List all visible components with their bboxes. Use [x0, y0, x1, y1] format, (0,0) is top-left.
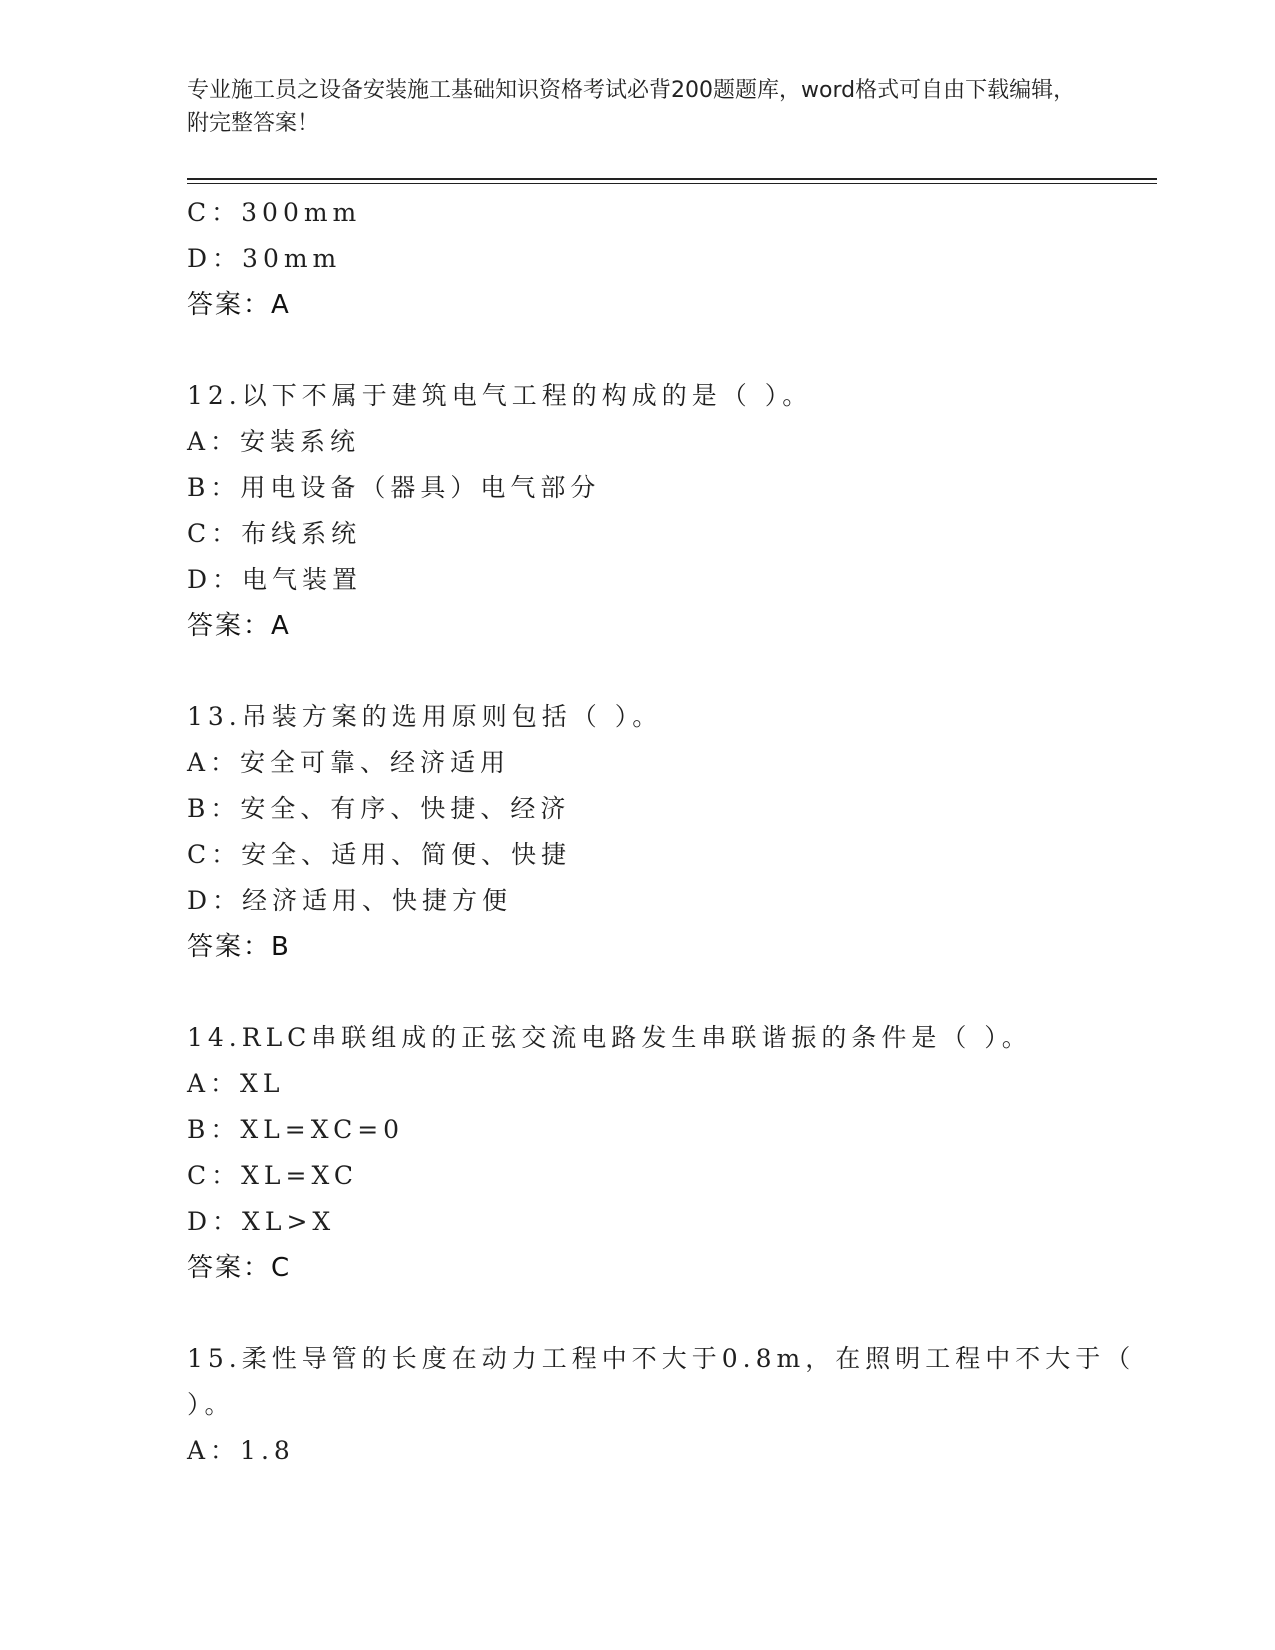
option-c: C：300mm [187, 198, 362, 227]
question-text: 12.以下不属于建筑电气工程的构成的是（ ）。 [187, 381, 813, 410]
option-a: A：安装系统 [187, 427, 361, 456]
question-text: 14.RLC串联组成的正弦交流电路发生串联谐振的条件是（ ）。 [187, 1023, 1032, 1052]
question-text-continued: ）。 [187, 1390, 235, 1419]
question-15 [187, 1336, 1157, 1474]
answer-line: 答案：A [187, 611, 291, 641]
question-text: 13.吊装方案的选用原则包括（ ）。 [187, 702, 663, 731]
question-text: 15.柔性导管的长度在动力工程中不大于0.8m，在照明工程中不大于（ [187, 1344, 1136, 1373]
option-b: B：用电设备（器具）电气部分 [187, 473, 601, 502]
spacer [187, 328, 1157, 373]
question-13 [187, 694, 1157, 970]
option-d: D：电气装置 [187, 565, 363, 594]
option-b: B：安全、有序、快捷、经济 [187, 794, 571, 823]
option-b: B：XL=XC=0 [187, 1115, 405, 1144]
header-divider-thick [187, 178, 1157, 180]
option-c: C：安全、适用、简便、快捷 [187, 840, 572, 869]
answer-line: 答案：A [187, 290, 291, 320]
answer-line: 答案：C [187, 1253, 292, 1283]
option-c: C：XL=XC [187, 1161, 358, 1190]
document-header: 专业施工员之设备安装施工基础知识资格考试必背200题题库，word格式可自由下载编辑，附完整答案！ [187, 78, 1076, 136]
answer-line: 答案：B [187, 932, 291, 962]
option-a: A：安全可靠、经济适用 [187, 748, 511, 777]
header-divider-thin [187, 183, 1157, 184]
question-list [187, 190, 1157, 1474]
option-c: C：布线系统 [187, 519, 362, 548]
option-d: D：经济适用、快捷方便 [187, 886, 513, 915]
question-14 [187, 1015, 1157, 1291]
option-d: D：XL>X [187, 1207, 336, 1236]
option-a: A：XL [187, 1069, 285, 1098]
spacer [187, 649, 1157, 694]
question-12 [187, 373, 1157, 649]
spacer [187, 1291, 1157, 1336]
question-previous [187, 190, 1157, 328]
spacer [187, 970, 1157, 1015]
option-d: D：30mm [187, 244, 342, 273]
option-a: A：1.8 [187, 1436, 295, 1465]
